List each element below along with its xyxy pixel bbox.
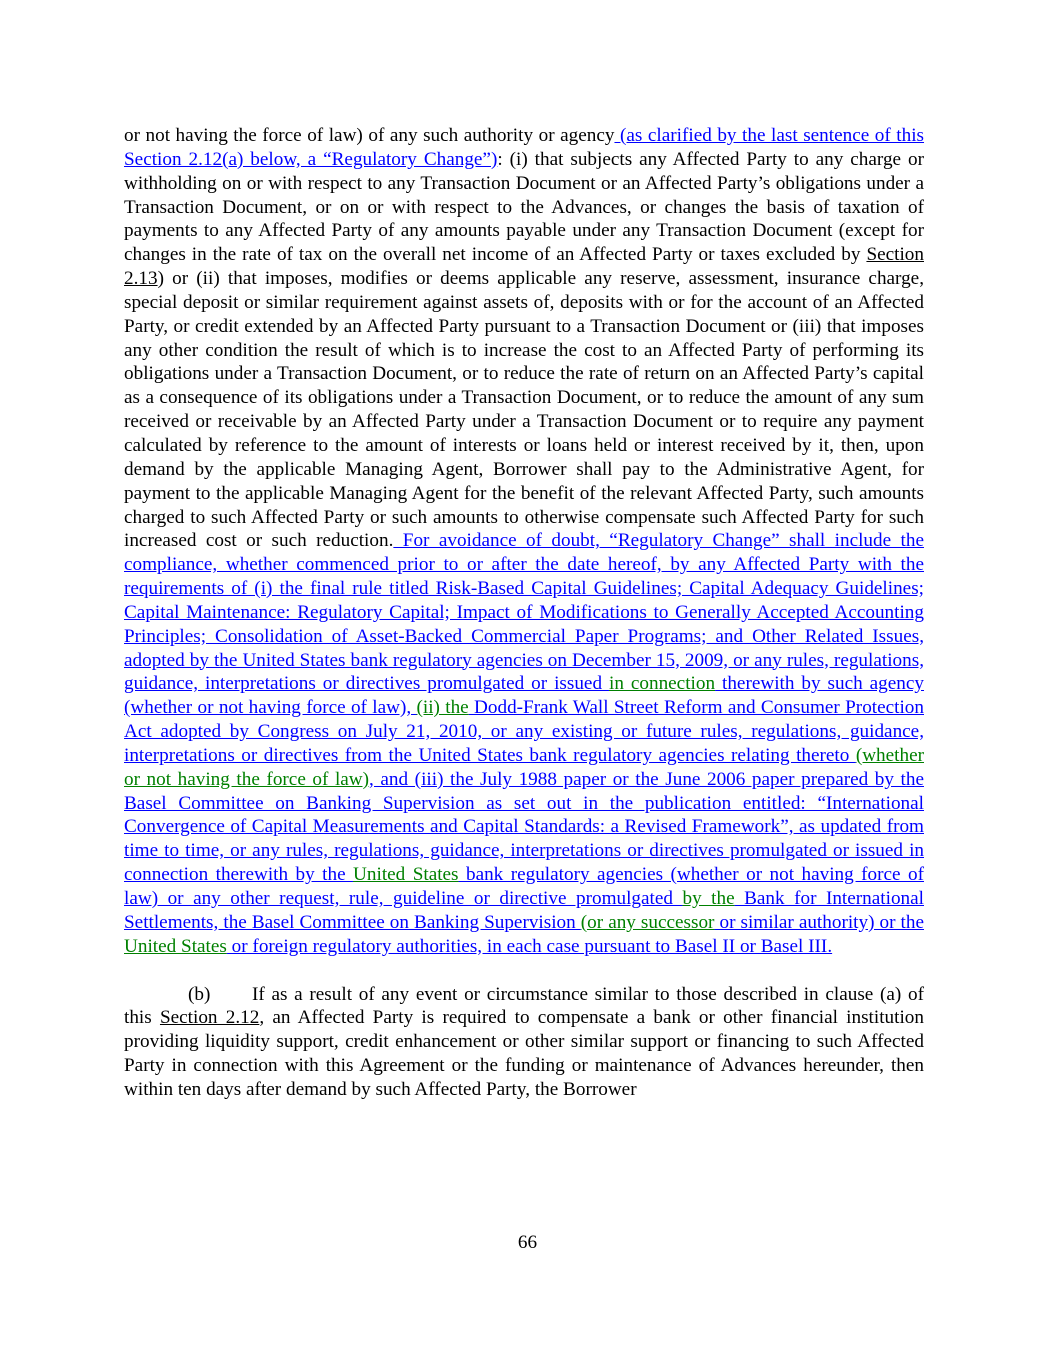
moved-text: United States <box>353 864 459 886</box>
moved-text: (or any successor <box>580 911 715 933</box>
clause-label: (b) <box>188 983 211 1005</box>
inserted-text: bank regulatory agencies (whether or not having force of law) or any other request, rule, guideline or directive promulgated <box>124 864 924 909</box>
moved-text: by the <box>682 888 735 909</box>
section-reference: Section 2.12 <box>159 1007 260 1029</box>
text-run: If as a result of any event or circumstance similar to those described in clause (a) of this <box>124 983 924 1029</box>
inserted-text: or similar authority) or the <box>714 911 924 933</box>
moved-text: (whether or not having the force of law) <box>124 744 924 790</box>
text-run: or not having the force of law) of any such authority or agency <box>124 125 615 146</box>
document-body <box>124 124 924 1102</box>
moved-text: (ii) the <box>416 697 469 719</box>
page-number: 66 <box>517 1232 538 1253</box>
paragraph-b <box>124 983 924 1102</box>
inserted-text: , and (iii) the July 1988 paper or the June 2006 paper prepared by the Basel Committee on Banking Supervision as set out in the publication entitled: “International Convergence of Capital Measurements and Capital Standards: a Revised Framework”, as updated from time to time, or any rules, regulations, guidance, interpretations or directives promulgated or issued in connection therewith by the <box>124 768 924 886</box>
text-run: : (i) that subjects any Affected Party to any charge or withholding on or with respect to any Transaction Document or an Affected Party’s obligations under a Transaction Document, or on or with respect to the Advances, or changes the basis of taxation of payments to any Affected Party of any amounts payable under any Transaction Document (except for changes in the rate of tax on the overall net income of an Affected Party or taxes excluded by <box>124 148 924 266</box>
inserted-text: For avoidance of doubt, “Regulatory Change” shall include the compliance, whether commenced prior to or after the date hereof, by any Affected Party with the requirements of (i) the final rule titled Risk-Based Capital Guidelines; Capital Adequacy Guidelines; Capital Maintenance: Regulatory Capital; Impact of Modifications to Generally Accepted Accounting Principles; Consolidation of Asset-Backed Commercial Paper Programs; and Other Related Issues, adopted by the United States bank regulatory agencies on December 15, 2009, or any rules, regulations, guidance, interpretations or directives promulgated or issued <box>124 530 924 695</box>
inserted-text: Bank for International Settlements, the Basel Committee on Banking Supervision <box>124 888 924 933</box>
text-run: , an Affected Party is required to compensate a bank or other financial institution providing liquidity support, credit enhancement or other similar support or financing to such Affected Party in connection with this Agreement or the funding or maintenance of Advances hereunder, then within ten days after demand by such Affected Party, the Borrower <box>124 1007 924 1100</box>
moved-text: in connection <box>609 673 716 695</box>
paragraph-a-continued <box>124 124 924 959</box>
inserted-text: Dodd-Frank Wall Street Reform and Consumer Protection Act adopted by Congress on July 21, 2010, or any existing or future rules, regulations, guidance, interpretations or directives from the United States bank regulatory agencies relating thereto <box>124 697 924 766</box>
inserted-text: (as clarified by the last sentence of this Section 2.12(a) below, a “Regulatory Change”) <box>124 125 925 170</box>
text-run: ) or (ii) that imposes, modifies or deems applicable any reserve, assessment, insurance charge, special deposit or similar requirement against assets of, deposits with or for the account of an Affected Party, or credit extended by an Affected Party pursuant to a Transaction Document or (iii) that imposes any other condition the result of which is to increase the cost to an Affected Party of performing its obligations under a Transaction Document, or to reduce the rate of return on an Affected Party’s capital as a consequence of its obligations under a Transaction Document, or to reduce the amount of any sum received or receivable by an Affected Party under a Transaction Document or to require any payment calculated by reference to the amount of interests or loans held or interest received by it, then, upon demand by the applicable Managing Agent, Borrower shall pay to the Administrative Agent, for payment to the applicable Managing Agent for the benefit of the relevant Affected Party, such amounts charged to such Affected Party or such amounts to otherwise compensate such Affected Party for such increased cost or such reduction. <box>124 268 924 552</box>
section-reference: Section 2.13 <box>124 244 924 290</box>
inserted-text: therewith by such agency (whether or not having force of law), <box>124 673 924 719</box>
inserted-text: or foreign regulatory authorities, in each case pursuant to Basel II or Basel III. <box>226 935 833 957</box>
moved-text: United States <box>124 935 227 957</box>
